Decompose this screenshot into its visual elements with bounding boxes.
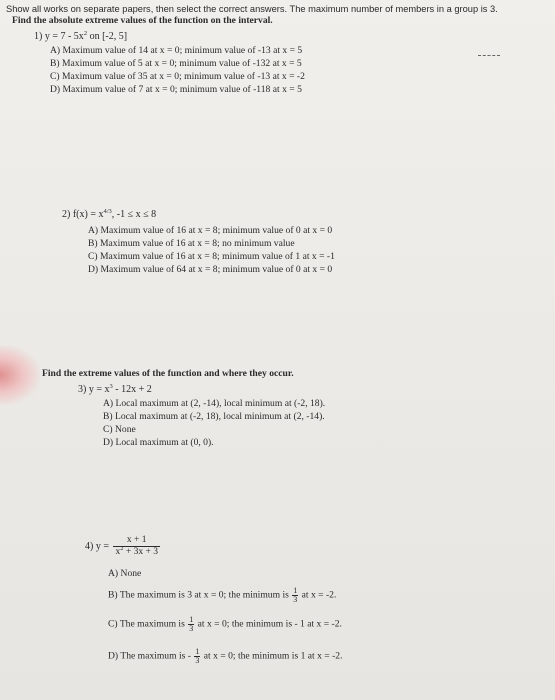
q3-choice-c[interactable]: C) None — [103, 424, 136, 435]
q3-choice-b[interactable]: B) Local maximum at (-2, 18), local minimum at (2, -14). — [103, 411, 325, 422]
q1-choice-a[interactable]: A) Maximum value of 14 at x = 0; minimum value of -13 at x = 5 — [50, 45, 303, 56]
q2-choice-d[interactable]: D) Maximum value of 64 at x = 8; minimum value of 0 at x = 0 — [88, 264, 333, 275]
question-4-prompt: 4) y = $\frac{x + 1}{x^2 + 3x + 3}$ — [85, 535, 158, 557]
instructions-text: Show all works on separate papers, then select the correct answers. The maximum number of members in a group is 3. — [6, 4, 498, 14]
q1-choice-c[interactable]: C) Maximum value of 35 at x = 0; minimum value of -13 at x = -2 — [50, 71, 305, 82]
q4-choice-b[interactable]: B) The maximum is 3 at x = 0; the minimum is $\frac{1}{3}$ at x = -2. — [108, 586, 337, 604]
q4-choice-c[interactable]: C) The maximum is $\frac{1}{3}$ at x = 0; the minimum is - 1 at x = -2. — [108, 615, 342, 633]
q1-choice-d[interactable]: D) Maximum value of 7 at x = 0; minimum value of -118 at x = 5 — [50, 84, 302, 95]
finger-shadow — [0, 345, 40, 405]
question-3-prompt: 3) $y = x^3 - 12x + 2$ — [78, 383, 152, 395]
q3-choice-a[interactable]: A) Local maximum at (2, -14), local minimum at (-2, 18). — [103, 398, 326, 409]
section-title-1: Find the absolute extreme values of the function on the interval. — [12, 15, 273, 26]
q2-choice-a[interactable]: A) Maximum value of 16 at x = 8; minimum value of 0 at x = 0 — [88, 225, 333, 236]
question-1-prompt: 1) $y = 7 - 5x^2$ on [-2, 5] — [34, 30, 128, 42]
q2-choice-c[interactable]: C) Maximum value of 16 at x = 8; minimum value of 1 at x = -1 — [88, 251, 335, 262]
q1-choice-b[interactable]: B) Maximum value of 5 at x = 0; minimum value of -132 at x = 5 — [50, 58, 302, 69]
pencil-mark — [478, 55, 500, 57]
q2-choice-b[interactable]: B) Maximum value of 16 at x = 8; no minimum value — [88, 238, 295, 249]
q4-choice-a[interactable]: A) None — [108, 568, 142, 579]
section-title-2: Find the extreme values of the function and where they occur. — [42, 368, 294, 379]
q3-choice-d[interactable]: D) Local maximum at (0, 0). — [103, 437, 214, 448]
q4-fraction: $\frac{x + 1}{x^2 + 3x + 3}$ — [115, 535, 158, 557]
question-2-prompt: 2) $f(x) = x^{4/3}$, -1 ≤ x ≤ 8 — [62, 208, 157, 220]
q4-choice-d[interactable]: D) The maximum is - $\frac{1}{3}$ at x = 0; the minimum is 1 at x = -2. — [108, 647, 343, 665]
